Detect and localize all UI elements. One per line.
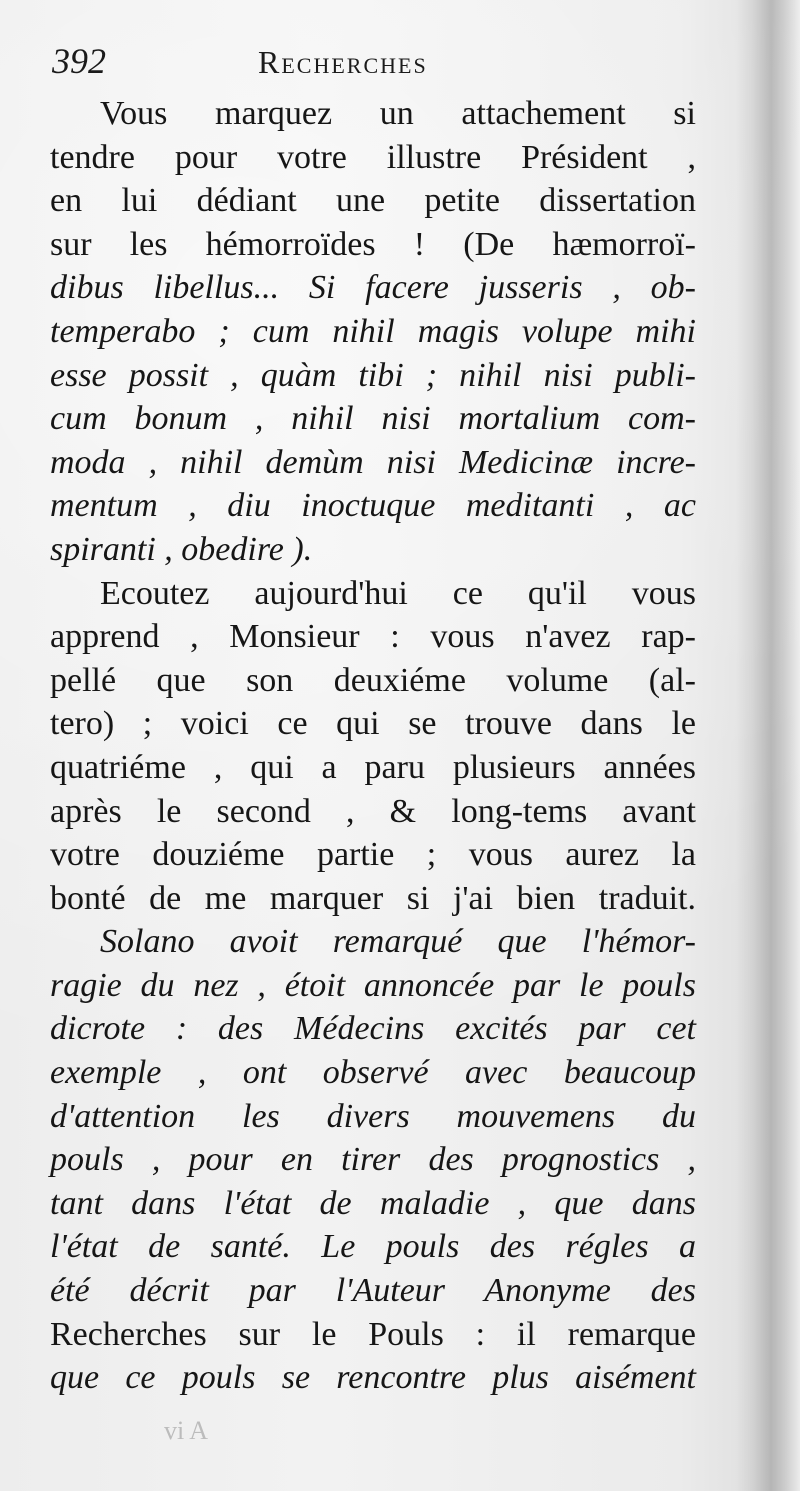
text-line: moda , nihil demùm nisi Medicinæ incre- (50, 443, 696, 481)
signature-mark: vi A (164, 1416, 209, 1445)
text-line: Recherches sur le Pouls : il remarque (50, 1315, 696, 1353)
text-line: esse possit , quàm tibi ; nihil nisi publi- (50, 356, 696, 394)
running-head: Recherches (258, 44, 428, 80)
page-header (52, 40, 692, 90)
text-line: Solano avoit remarqué que l'hémor- (100, 923, 696, 961)
text-line: dicrote : des Médecins excités par cet (50, 1010, 696, 1048)
text-line: dibus libellus... Si facere jusseris , ob- (50, 269, 696, 307)
text-line: pouls , pour en tirer des prognostics , (50, 1141, 696, 1179)
text-line: Vous marquez un attachement si (100, 95, 696, 132)
text-line: après le second , & long-tems avant (50, 792, 696, 830)
text-line: quatriéme , qui a paru plusieurs années (50, 748, 696, 786)
text-line: ragie du nez , étoit annoncée par le pouls (50, 966, 696, 1004)
page-spine-shadow (736, 0, 800, 1491)
text-line: tant dans l'état de maladie , que dans (50, 1184, 696, 1222)
text-line: apprend , Monsieur : vous n'avez rap- (50, 618, 696, 656)
text-line: été décrit par l'Auteur Anonyme des (50, 1272, 696, 1310)
text-line: en lui dédiant une petite dissertation (50, 182, 696, 220)
text-line: mentum , diu inoctuque meditanti , ac (50, 487, 696, 525)
text-line: temperabo ; cum nihil magis volupe mihi (50, 312, 696, 350)
text-line: votre douziéme partie ; vous aurez la (50, 836, 696, 874)
text-line: l'état de santé. Le pouls des régles a (50, 1228, 696, 1266)
text-line: d'attention les divers mouvemens du (50, 1097, 696, 1135)
text-line: spiranti , obedire ). (50, 530, 313, 568)
body-text (50, 92, 696, 1400)
text-line: bonté de me marquer si j'ai bien traduit. (50, 879, 696, 917)
text-line: que ce pouls se rencontre plus aisément (50, 1359, 696, 1397)
text-line: exemple , ont observé avec beaucoup (50, 1054, 696, 1092)
text-line: cum bonum , nihil nisi mortalium com- (50, 400, 696, 438)
text-line: Ecoutez aujourd'hui ce qu'il vous (100, 574, 696, 612)
text-line: tendre pour votre illustre Président , (50, 138, 696, 176)
text-line: sur les hémorroïdes ! (De hæmorroï- (50, 225, 696, 263)
text-line: pellé que son deuxiéme volume (al- (50, 661, 696, 699)
page-number: 392 (52, 41, 106, 81)
text-line: tero) ; voici ce qui se trouve dans le (50, 705, 696, 743)
